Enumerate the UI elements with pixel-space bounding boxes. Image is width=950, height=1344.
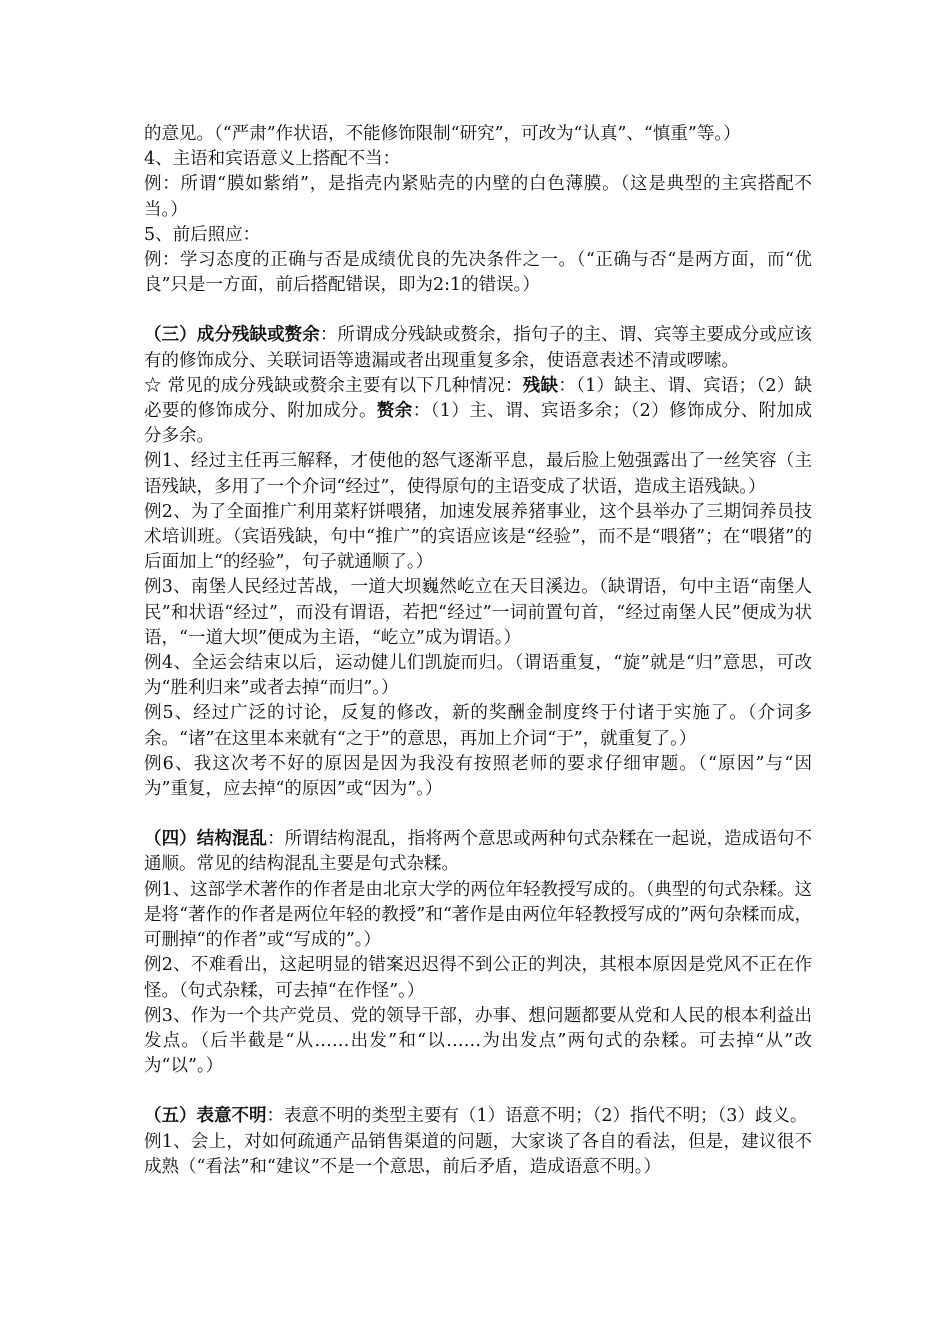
lack-label: 残缺 [522, 375, 559, 396]
text-line: 5、前后照应： [144, 224, 261, 245]
text-line: 的意见。（“严肃”作状语，不能修饰限制“研究”，可改为“认真”、“慎重”等。） [144, 124, 741, 144]
example: 例1、经过主任再三解释，才使他的怒气逐渐平息，最后脸上勉强露出了一丝笑容（主语残缺，多用了一个介词“经过”，使得原句的主语变成了状语，造成主语残缺。） [144, 451, 812, 497]
example: 例4、全运会结束以后，运动健儿们凯旋而归。（谓语重复，“旋”就是“归”意思，可改为“胜利归来”或者去掉“而归”。） [144, 653, 812, 699]
example: 例1、会上，对如何疏通产品销售渠道的问题，大家谈了各自的看法，但是，建议很不成熟（“看法”和“建议”不是一个意思，前后矛盾，造成语意不明。） [144, 1131, 812, 1177]
extra-label: 赘余 [376, 401, 413, 422]
section-4-intro [144, 827, 812, 877]
section-3-types [144, 374, 812, 450]
example: 例3、作为一个共产党员、党的领导干部，办事、想问题都要从党和人民的根本利益出发点。（后半截是“从……出发”和“以……为出发点”两句式的杂糅。可去掉“从”改为“以”。） [144, 1005, 812, 1077]
section-intro: ：表意不明的类型主要有（1）语意不明；（2）指代不明；（3）歧义。 [266, 1106, 808, 1127]
example: 例3、南堡人民经过苦战，一道大坝巍然屹立在天目溪边。（缺谓语，句中主语“南堡人民”和状语“经过”，而没有谓语，若把“经过”一词前置句首，“经过南堡人民”便成为状语，“一道大坝”便成为主语，“屹立”成为谓语。） [144, 577, 812, 648]
text-line: 例：学习态度的正确与否是成绩优良的先决条件之一。（“正确与否“是两方面，而“优良”只是一方面，前后搭配错误，即为2:1的错误。） [144, 250, 812, 296]
paragraph-gap [144, 802, 812, 827]
text-line: 例：所谓“膜如紫绡”，是指壳内紧贴壳的内壁的白色薄膜。（这是典型的主宾搭配不当。） [144, 174, 812, 220]
example: 例5、经过广泛的讨论，反复的修改，新的奖酬金制度终于付诸于实施了。（介词多余。“诸”在这里本来就有“之于”的意思，再加上介词“于”，就重复了。） [144, 703, 812, 749]
example: 例2、不难看出，这起明显的错案迟迟得不到公正的判决，其根本原因是党风不正在作怪。（句式杂糅，可去掉“在作怪”。） [144, 955, 812, 1001]
extra-text: ：（1）主、谓、宾语多余；（2）修饰成分、附加成分多余。 [144, 401, 812, 447]
section-heading: （四）结构混乱 [144, 829, 268, 850]
section-5-intro [144, 1104, 812, 1129]
section-heading: （五）表意不明 [144, 1106, 267, 1127]
example: 例1、这部学术著作的作者是由北京大学的两位年轻教授写成的。（典型的句式杂糅。这是将“著作的作者是两位年轻的教授”和“著作是由两位年轻教授写成的”两句杂糅而成，可删掉“的作者”或“写成的”。） [144, 879, 812, 951]
lack-text: ：（1）缺主、谓、宾语；（2）缺必要的修饰成分、附加成分。 [144, 375, 813, 422]
section-3-intro [144, 323, 812, 373]
star-text: ☆ 常见的成分残缺或赘余主要有以下几种情况： [144, 375, 523, 396]
section-heading: （三）成分残缺或赘余 [144, 325, 320, 346]
section-intro: ：所谓结构混乱，指将两个意思或两种句式杂糅在一起说，造成语句不通顺。常见的结构混乱主要是句式杂糅。 [144, 829, 813, 875]
example: 例6、我这次考不好的原因是因为我没有按照老师的要求仔细审题。（“原因”与“因为”重复，应去掉“的原因”或“因为”。） [144, 753, 812, 800]
document-page [144, 122, 812, 1180]
example: 例2、为了全面推广利用菜籽饼喂猪，加速发展养猪事业，这个县举办了三期饲养员技术培训班。（宾语残缺，句中“推广”的宾语应该是“经验”，而不是“喂猪”；在“喂猪”的后面加上“的经验”，句子就通顺了。） [144, 501, 812, 573]
paragraph-gap [144, 1079, 812, 1104]
text-line: 4、主语和宾语意义上搭配不当： [144, 149, 401, 170]
paragraph-gap [144, 298, 812, 323]
section-intro: ：所谓成分残缺或赘余，指句子的主、谓、宾等主要成分或应该有的修饰成分、关联词语等遗漏或者出现重复多余，使语意表述不清或啰嗦。 [144, 325, 812, 371]
